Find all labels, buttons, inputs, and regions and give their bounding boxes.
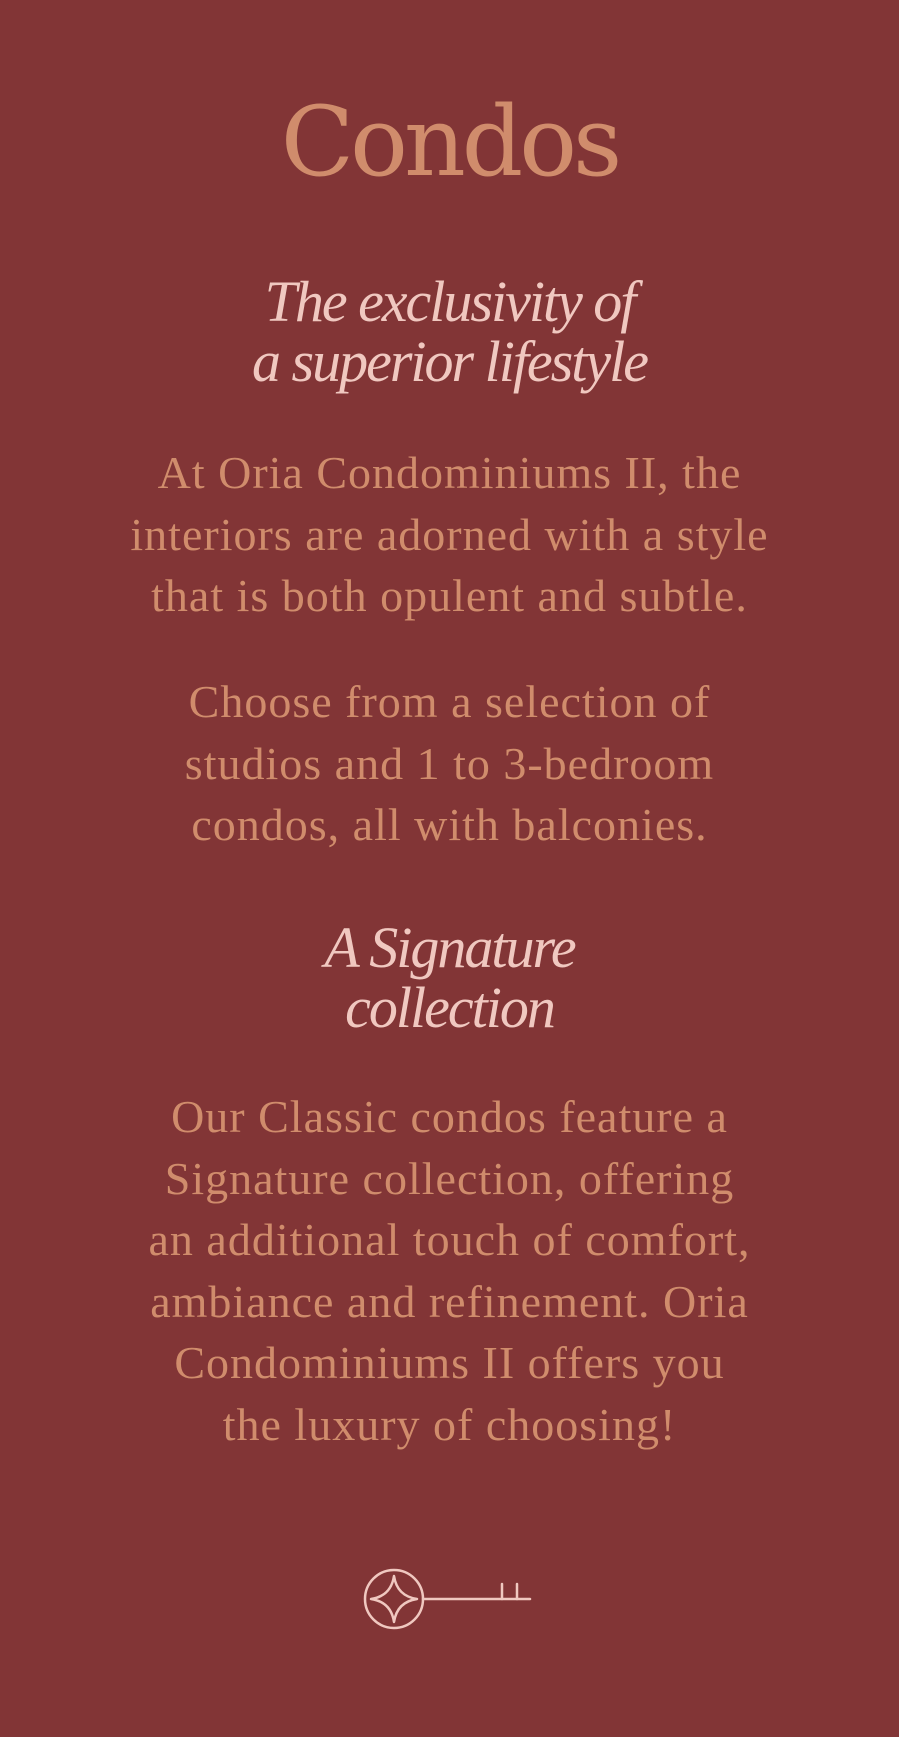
page-title: Condos bbox=[280, 86, 619, 198]
paragraph-line: Signature collection, offering bbox=[164, 1152, 735, 1204]
signature-heading bbox=[0, 915, 899, 1040]
paragraph-line: Choose from a selection of bbox=[188, 676, 711, 727]
heading-line: A Signature bbox=[324, 915, 575, 980]
paragraph-line: that is both opulent and subtle. bbox=[151, 570, 748, 621]
heading-line: collection bbox=[345, 975, 554, 1040]
paragraph-line: studios and 1 to 3-bedroom bbox=[184, 737, 715, 789]
exclusivity-heading bbox=[0, 269, 899, 394]
selection-paragraph bbox=[0, 671, 899, 856]
signature-paragraph bbox=[0, 1086, 899, 1455]
interiors-paragraph bbox=[0, 442, 899, 627]
heading-line: a superior lifestyle bbox=[252, 329, 647, 394]
paragraph-line: an additional touch of comfort, bbox=[148, 1214, 751, 1265]
paragraph-line: Our Classic condos feature a bbox=[171, 1091, 728, 1142]
heading-line: The exclusivity of bbox=[264, 269, 635, 334]
paragraph-line: condos, all with balconies. bbox=[191, 799, 708, 850]
paragraph-line: the luxury of choosing! bbox=[222, 1398, 677, 1450]
paragraph-line: Condominiums II offers you bbox=[174, 1337, 725, 1388]
paragraph-line: ambiance and refinement. Oria bbox=[150, 1275, 749, 1327]
paragraph-line: At Oria Condominiums II, the bbox=[157, 447, 742, 498]
paragraph-line: interiors are adorned with a style bbox=[130, 508, 769, 560]
key-icon bbox=[362, 1564, 532, 1634]
